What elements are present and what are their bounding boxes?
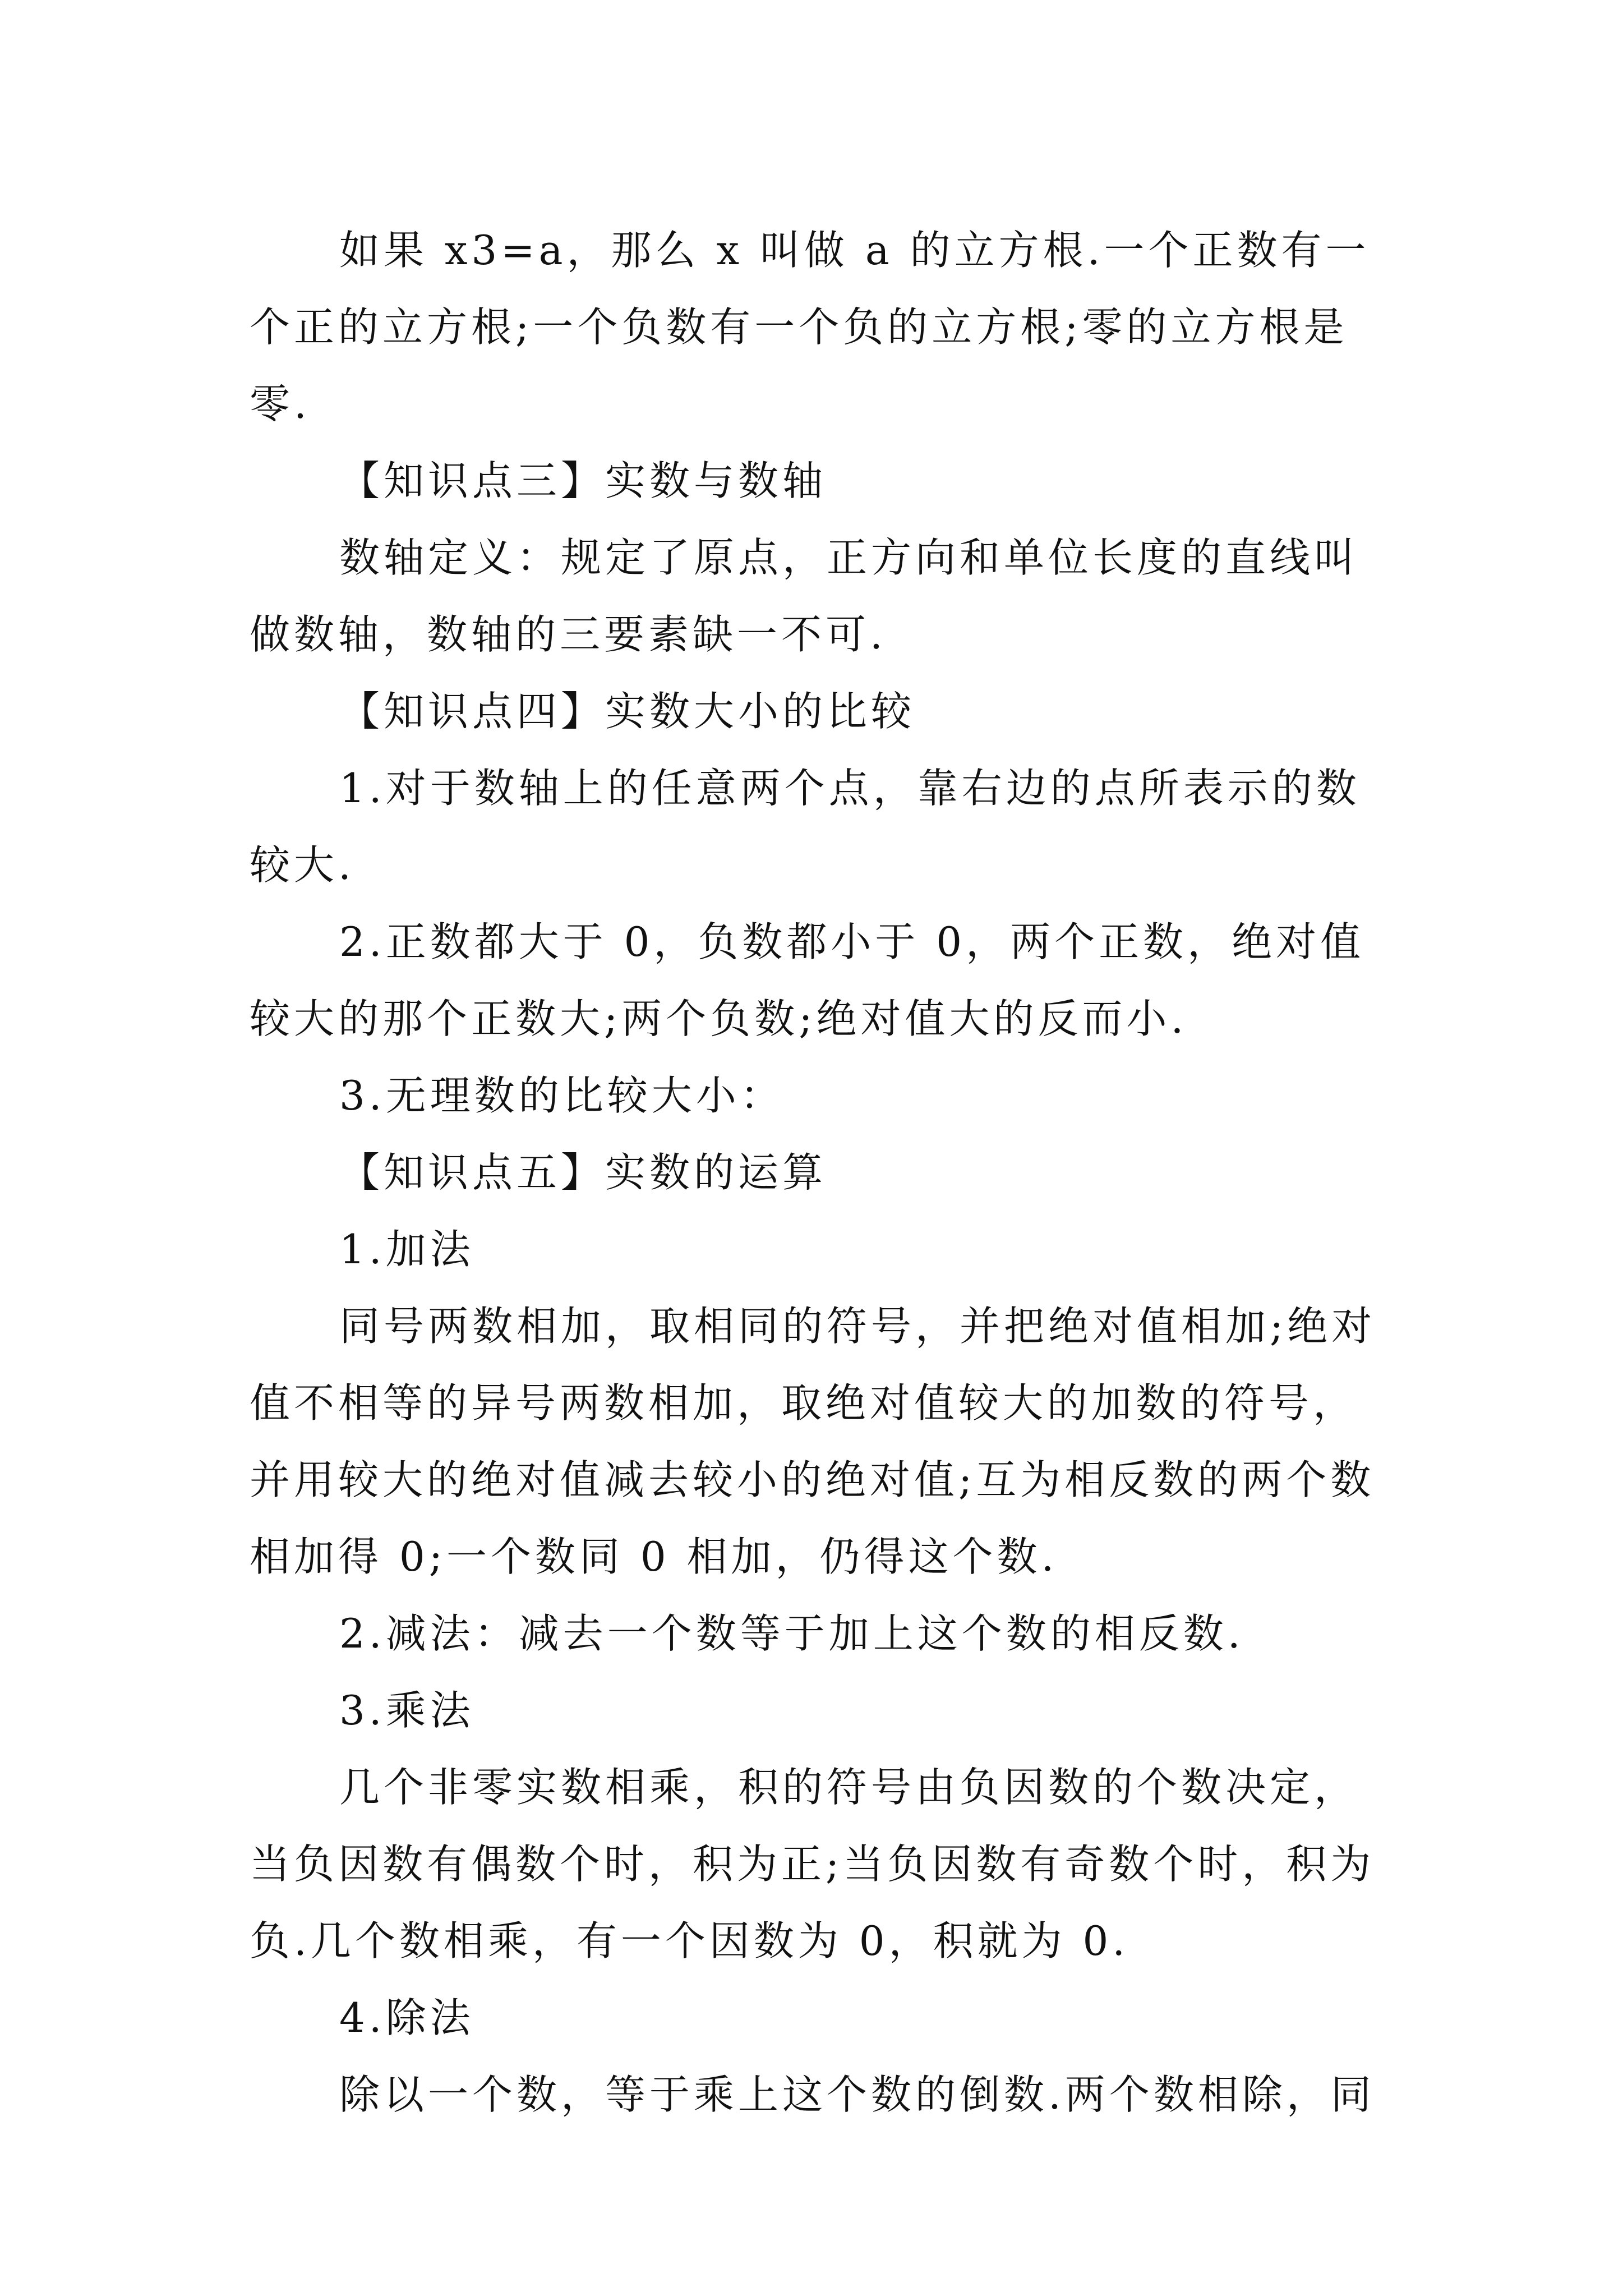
paragraph-compare-rule-3: 3.无理数的比较大小： (339, 1072, 785, 1119)
heading-knowledge-point-5: 【知识点五】实数的运算 (339, 1149, 827, 1196)
paragraph-multiplication-rules: 几个非零实数相乘，积的符号由负因数的个数决定，当负因数有偶数个时，积为正;当负因数有奇数个时，积为负.几个数相乘，有一个因数为 0，积就为 0. (250, 1764, 1375, 1964)
paragraph-number-line-definition: 数轴定义：规定了原点，正方向和单位长度的直线叫做数轴，数轴的三要素缺一不可. (250, 534, 1359, 658)
document-body (250, 212, 1382, 2133)
paragraph-cube-root-definition: 如果 x3=a，那么 x 叫做 a 的立方根.一个正数有一个正的立方根;一个负数有一个负的立方根;零的立方根是零. (250, 227, 1370, 427)
paragraph-division-rules: 除以一个数，等于乘上这个数的倒数.两个数相除，同 (339, 2071, 1375, 2118)
paragraph-subtraction: 2.减法：减去一个数等于加上这个数的相反数. (339, 1610, 1244, 1657)
heading-addition: 1.加法 (339, 1226, 474, 1273)
heading-knowledge-point-3: 【知识点三】实数与数轴 (339, 457, 827, 504)
paragraph-compare-rule-1: 1.对于数轴上的任意两个点，靠右边的点所表示的数较大. (250, 765, 1361, 889)
heading-multiplication: 3.乘法 (339, 1687, 474, 1734)
heading-division: 4.除法 (339, 1994, 474, 2041)
heading-knowledge-point-4: 【知识点四】实数大小的比较 (339, 688, 916, 735)
paragraph-compare-rule-2: 2.正数都大于 0，负数都小于 0，两个正数，绝对值较大的那个正数大;两个负数;绝对值大的反而小. (250, 918, 1365, 1042)
paragraph-addition-rules: 同号两数相加，取相同的符号，并把绝对值相加;绝对值不相等的异号两数相加，取绝对值较大的加数的符号，并用较大的绝对值减去较小的绝对值;互为相反数的两个数相加得 0;一个数同 0 相加，仍得这个数. (250, 1303, 1376, 1580)
